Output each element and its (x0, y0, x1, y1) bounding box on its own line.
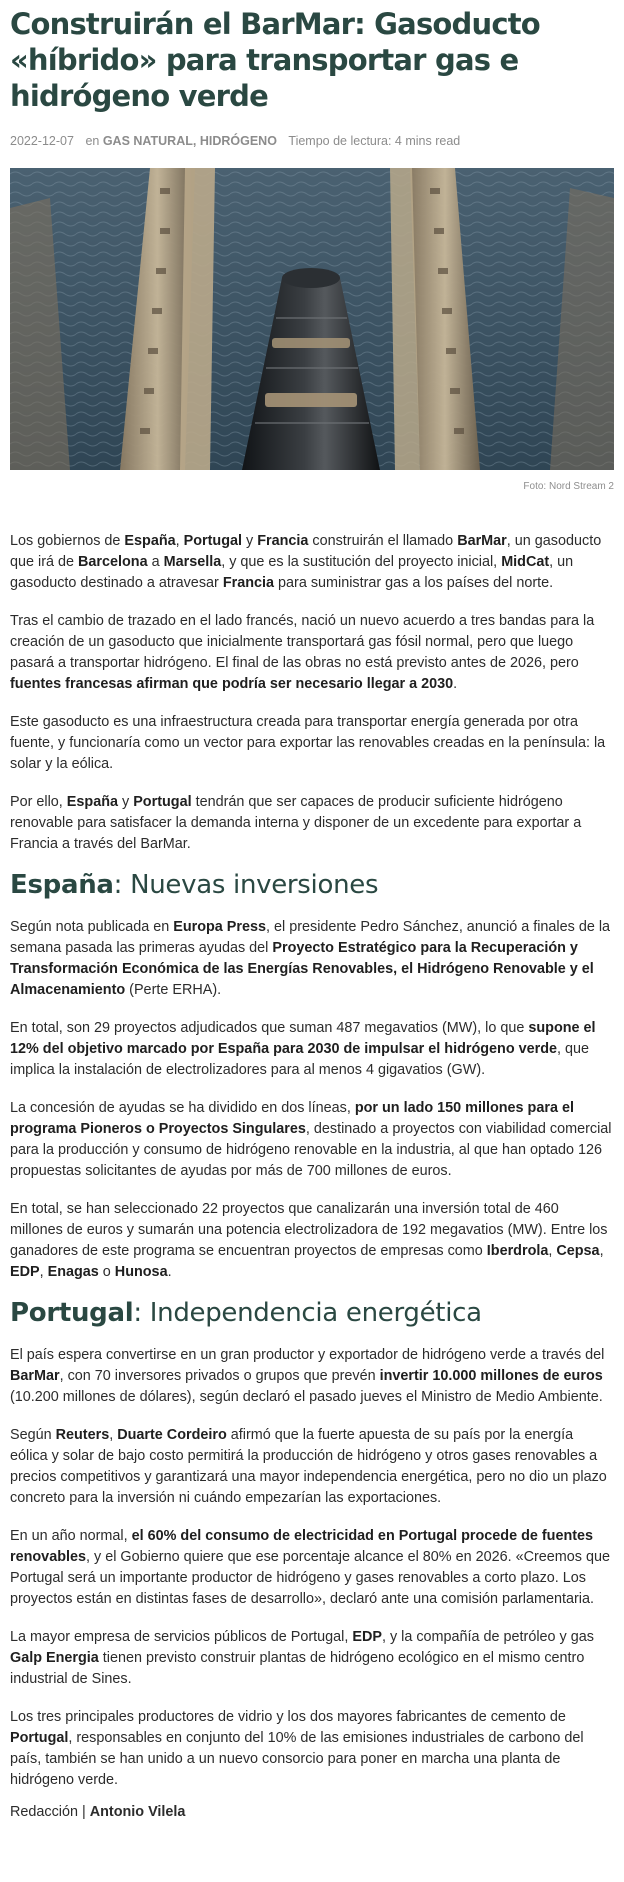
article-meta (10, 134, 614, 150)
paragraph: Los gobiernos de España, Portugal y Francia construirán el llamado BarMar, un gasoducto que irá de Barcelona a Marsella, y que es la sustitución del proyecto inicial, MidCat, un gasoducto destinado a atravesar Francia para suministrar gas a los países del norte. (10, 533, 602, 591)
emphasis-text: Europa Press (173, 919, 267, 935)
paragraph: La concesión de ayudas se ha dividido en dos líneas, por un lado 150 millones para el programa Pioneros o Proyectos Singulares, destinado a proyectos con viabilidad comercial para la producción y consumo de hidrógeno renovable en la industria, al que han optado 126 propuestas solicitantes de ayudas por más de 700 millones de euros. (10, 1100, 612, 1179)
emphasis-text: BarMar (457, 533, 507, 549)
pipeline-illustration (10, 168, 614, 470)
emphasis-text: BarMar (10, 1368, 60, 1384)
emphasis-text: supone el 12% del objetivo marcado por España para 2030 de impulsar el hidrógeno verde (10, 1020, 596, 1057)
publish-date: 2022-12-07 (10, 134, 74, 148)
emphasis-text: España (124, 533, 176, 549)
paragraph: En un año normal, el 60% del consumo de electricidad en Portugal procede de fuentes renovables, y el Gobierno quiere que ese porcentaje alcance el 80% en 2026. «Creemos que Portugal será un importante productor de hidrógeno y gases renovables a corto plazo. Los proyectos están en distintas fases de desarrollo», declaró ante una comisión parlamentaria. (10, 1528, 611, 1607)
emphasis-text: Francia (222, 575, 275, 591)
paragraph: Por ello, España y Portugal tendrán que ser capaces de producir suficiente hidrógeno renovable para satisfacer la demanda interna y disponer de un excedente para exportar a Francia a través del BarMar. (10, 794, 582, 852)
paragraph: Tras el cambio de trazado en el lado francés, nació un nuevo acuerdo a tres bandas para la creación de un gasoducto que inicialmente transportará gas fósil normal, pero que luego pasará a transportar hidrógeno. El final de las obras no está previsto antes de 2026, pero fuentes francesas afirman que podría ser necesario llegar a 2030. (10, 613, 595, 692)
paragraph: En total, son 29 proyectos adjudicados que suman 487 megavatios (MW), lo que supone el 12% del objetivo marcado por España para 2030 de impulsar el hidrógeno verde, que implica la instalación de electrolizadores para al menos 4 gigavatios (GW). (10, 1020, 596, 1078)
emphasis-text: Francia (257, 533, 309, 549)
category-separator: , (192, 134, 200, 148)
category-link-hidrogeno[interactable]: HIDRÓGENO (199, 134, 277, 148)
section-heading-bold: España (10, 870, 114, 900)
paragraph: La mayor empresa de servicios públicos de Portugal, EDP, y la compañía de petróleo y gas Galp Energia tienen previsto construir plantas de hidrógeno ecológico en el mismo centro industrial de Sines. (10, 1629, 594, 1687)
emphasis-text: Portugal (10, 1730, 69, 1746)
section-heading-bold: Portugal (10, 1298, 134, 1328)
author-credit (10, 1802, 614, 1823)
emphasis-text: EDP (10, 1264, 40, 1280)
emphasis-text: Cepsa (556, 1243, 600, 1259)
emphasis-text: Enagas (47, 1264, 99, 1280)
image-caption: Foto: Nord Stream 2 (523, 481, 614, 492)
emphasis-text: Iberdrola (486, 1243, 549, 1259)
emphasis-text: MidCat (501, 554, 550, 570)
emphasis-text: Proyecto Estratégico para la Recuperación y Transformación Económica de las Energías Renovables, el Hidrógeno Renovable y el Almacenamiento (10, 940, 594, 998)
category-link-gas-natural[interactable]: GAS NATURAL (102, 134, 193, 148)
emphasis-text: España (66, 794, 118, 810)
paragraph: El país espera convertirse en un gran productor y exportador de hidrógeno verde a través del BarMar, con 70 inversores privados o grupos que prevén invertir 10.000 millones de euros (10.200 millones de dólares), según declaró el pasado jueves el Ministro de Medio Ambiente. (10, 1347, 605, 1405)
paragraph: Según Reuters, Duarte Cordeiro afirmó que la fuerte apuesta de su país por la energía eólica y solar de bajo costo permitirá la producción de hidrógeno y otros gases renovables a precios competitivos y garantizará una mayor independencia energética, pero no dio un plazo concreto para la inversión ni cuándo empezarían las exportaciones. (10, 1427, 607, 1506)
article-title: Construirán el BarMar: Gasoducto «híbrido» para transportar gas e hidrógeno verde (10, 7, 540, 113)
section-heading-rest: : Independencia energética (133, 1298, 482, 1328)
paragraph: Los tres principales productores de vidrio y los dos mayores fabricantes de cemento de Portugal, responsables en conjunto del 10% de las emisiones industriales de carbono del país, también se han unido a un nuevo consorcio para poner en marcha una planta de hidrógeno verde. (10, 1709, 584, 1788)
reading-time: Tiempo de lectura: 4 mins read (288, 134, 461, 148)
emphasis-text: Portugal (133, 794, 192, 810)
paragraph: Este gasoducto es una infraestructura creada para transportar energía generada por otra fuente, y funcionaría como un vector para exportar las renovables creadas en la península: la solar y la eólica. (10, 714, 606, 772)
category-list (103, 134, 281, 148)
category-prefix: en (85, 134, 100, 148)
credit-label: Redacción | (10, 1804, 90, 1820)
emphasis-text: invertir 10.000 millones de euros (379, 1368, 603, 1384)
author-name: Antonio Vilela (89, 1804, 186, 1820)
emphasis-text: el 60% del consumo de electricidad en Portugal procede de fuentes renovables (10, 1528, 594, 1565)
section-heading-rest: : Nuevas inversiones (113, 870, 379, 900)
section-heading-portugal (10, 1297, 614, 1329)
paragraph: En total, se han seleccionado 22 proyectos que canalizarán una inversión total de 460 millones de euros y sumarán una potencia electrolizadora de 192 megavatios (MW). Entre los ganadores de este programa se encuentran proyectos de empresas como Iberdrola, Cepsa, EDP, Enagas o Hunosa. (10, 1201, 608, 1280)
emphasis-text: por un lado 150 millones para el programa Pioneros o Proyectos Singulares (10, 1100, 574, 1137)
emphasis-text: Marsella (163, 554, 222, 570)
emphasis-text: Hunosa (114, 1264, 168, 1280)
emphasis-text: Reuters (55, 1427, 110, 1443)
emphasis-text: Galp Energia (10, 1650, 99, 1666)
emphasis-text: fuentes francesas afirman que podría ser necesario llegar a 2030 (10, 676, 454, 692)
emphasis-text: Barcelona (78, 554, 148, 570)
hero-image (10, 168, 614, 470)
article-body (10, 531, 614, 1823)
section-heading-spain (10, 869, 614, 901)
paragraph: Según nota publicada en Europa Press, el presidente Pedro Sánchez, anunció a finales de la semana pasada las primeras ayudas del Proyecto Estratégico para la Recuperación y Transformación Económica de las Energías Renovables, el Hidrógeno Renovable y el Almacenamiento (Perte ERHA). (10, 919, 611, 998)
emphasis-text: Portugal (183, 533, 242, 549)
emphasis-text: Duarte Cordeiro (117, 1427, 227, 1443)
emphasis-text: EDP (352, 1629, 382, 1645)
